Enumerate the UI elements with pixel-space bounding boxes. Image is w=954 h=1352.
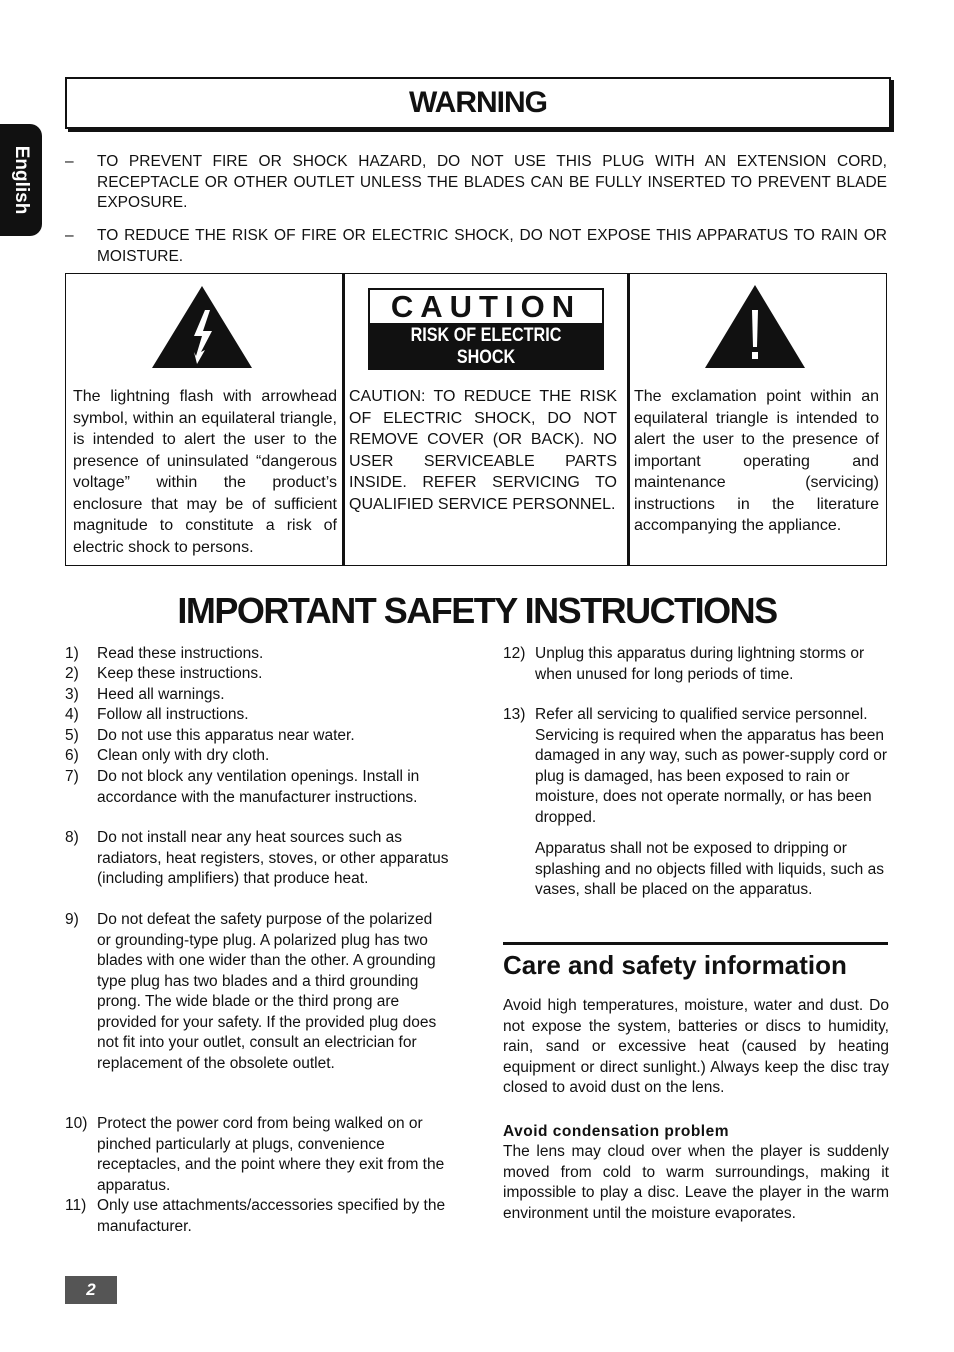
lightning-warning-icon xyxy=(152,286,252,368)
section-divider xyxy=(503,942,888,945)
item-number: 10) xyxy=(65,1115,88,1132)
page-number: 2 xyxy=(65,1276,117,1304)
caution-line-2: DO NOT OPEN xyxy=(429,369,543,390)
caution-title: CAUTION xyxy=(370,290,602,323)
item-number: 6) xyxy=(65,747,79,764)
care-intro: Avoid high temperatures, moisture, water and dust. Do not expose the system, batteries or discs to humidity, rain, sand or excessive heat (caused by heating equipment or direct sunlight.) Always keep the disc tray closed to avoid dust on the lens. xyxy=(503,997,889,1096)
item-text: Do not block any ventilation openings. Install in accordance with the manufacturer instructions. xyxy=(97,768,420,806)
list-item xyxy=(65,726,449,747)
caution-subtitle xyxy=(387,325,586,391)
item-text: Do not defeat the safety purpose of the polarized or grounding-type plug. A polarized plug has two blades with one wider than the other. A grounding type plug has two blades and a third grounding prong. The wide blade or the third prong are provided for your safety. If the provided plug does not fit into your outlet, consult an electrician for replacement of the obsolete outlet. xyxy=(97,911,437,1072)
item-text: Refer all servicing to qualified service personnel. Servicing is required when the apparatus has been damaged in any way, such as power-supply cord or plug is damaged, has been exposed to rain or moisture, does not operate normally, or has been dropped. xyxy=(535,706,888,826)
exclamation-warning-icon xyxy=(705,285,805,368)
list-item xyxy=(65,705,449,726)
page-title: IMPORTANT SAFETY INSTRUCTIONS xyxy=(177,590,777,631)
list-item xyxy=(65,1196,449,1237)
list-item xyxy=(65,767,449,808)
caution-line-1: RISK OF ELECTRIC SHOCK xyxy=(410,325,562,368)
list-item xyxy=(65,644,449,665)
language-tab xyxy=(0,124,42,236)
warning-item xyxy=(65,226,887,267)
item-text: Do not install near any heat sources such as radiators, heat registers, stoves, or other apparatus (including amplifiers) that produce heat. xyxy=(97,829,449,887)
warning-text: TO PREVENT FIRE OR SHOCK HAZARD, DO NOT USE THIS PLUG WITH AN EXTENSION CORD, RECEPTACLE OR OTHER OUTLET UNLESS THE BLADES CAN BE FULLY INSERTED TO PREVENT BLADE EXPOSURE. xyxy=(97,153,887,211)
list-item xyxy=(65,828,449,890)
item-number: 12) xyxy=(503,645,526,662)
item-number: 5) xyxy=(65,727,79,744)
item-number: 13) xyxy=(503,706,526,723)
warning-dash: – xyxy=(65,153,74,170)
exclamation-description: The exclamation point within an equilateral triangle is intended to alert the user to the presence of important operating and maintenance (servicing) instructions in the literature accompanying the appliance. xyxy=(634,388,879,534)
list-item xyxy=(65,685,449,706)
language-tab-label: English xyxy=(11,145,32,215)
table-divider xyxy=(627,274,630,565)
warning-text: TO REDUCE THE RISK OF FIRE OR ELECTRIC SHOCK, DO NOT EXPOSE THIS APPARATUS TO RAIN OR MOISTURE. xyxy=(97,227,887,265)
table-divider xyxy=(342,274,345,565)
caution-badge xyxy=(368,288,604,390)
care-section-title: Care and safety information xyxy=(503,950,847,980)
item-text: Keep these instructions. xyxy=(97,665,263,682)
item-text: Read these instructions. xyxy=(97,645,264,662)
item-number: 7) xyxy=(65,768,79,785)
list-item xyxy=(65,746,449,767)
caution-description: CAUTION: TO REDUCE THE RISK OF ELECTRIC SHOCK, DO NOT REMOVE COVER (OR BACK). NO USER SERVICEABLE PARTS INSIDE. REFER SERVICING TO QUALIFIED SERVICE PERSONNEL. xyxy=(349,388,617,513)
item-text: Do not use this apparatus near water. xyxy=(97,727,355,744)
list-item xyxy=(503,705,889,828)
warning-title: WARNING xyxy=(409,86,547,119)
item-text: Heed all warnings. xyxy=(97,686,225,703)
warning-dash: – xyxy=(65,227,74,244)
item-text: Only use attachments/accessories specified by the manufacturer. xyxy=(97,1197,446,1235)
warning-item xyxy=(65,152,887,214)
item-number: 4) xyxy=(65,706,79,723)
warning-header xyxy=(65,77,891,129)
list-item xyxy=(65,664,449,685)
item-number: 3) xyxy=(65,686,79,703)
lightning-description: The lightning flash with arrowhead symbol, within an equilateral triangle, is intended to alert the user to the presence of uninsulated “dangerous voltage” within the product’s enclosure that may be of sufficient magnitude to constitute a risk of electric shock to persons. xyxy=(73,388,337,556)
list-item xyxy=(65,910,449,1074)
apparatus-note: Apparatus shall not be exposed to dripping or splashing and no objects filled with liquids, such as vases, shall be placed on the apparatus. xyxy=(535,840,884,898)
condensation-text: The lens may cloud over when the player is suddenly moved from cold to warm surroundings, making it impossible to play a disc. Leave the player in the warm environment until the moisture evaporates. xyxy=(503,1143,889,1222)
list-item xyxy=(65,1114,449,1196)
item-number: 11) xyxy=(65,1197,87,1214)
item-text: Unplug this apparatus during lightning storms or when unused for long periods of time. xyxy=(535,645,865,683)
item-text: Follow all instructions. xyxy=(97,706,249,723)
item-text: Clean only with dry cloth. xyxy=(97,747,270,764)
item-number: 9) xyxy=(65,911,79,928)
item-text: Protect the power cord from being walked on or pinched particularly at plugs, convenience receptacles, and the point where they exit from the apparatus. xyxy=(97,1115,445,1194)
list-item xyxy=(503,644,889,685)
condensation-heading: Avoid condensation problem xyxy=(503,1123,729,1140)
item-number: 1) xyxy=(65,645,79,662)
item-number: 2) xyxy=(65,665,79,682)
item-number: 8) xyxy=(65,829,79,846)
